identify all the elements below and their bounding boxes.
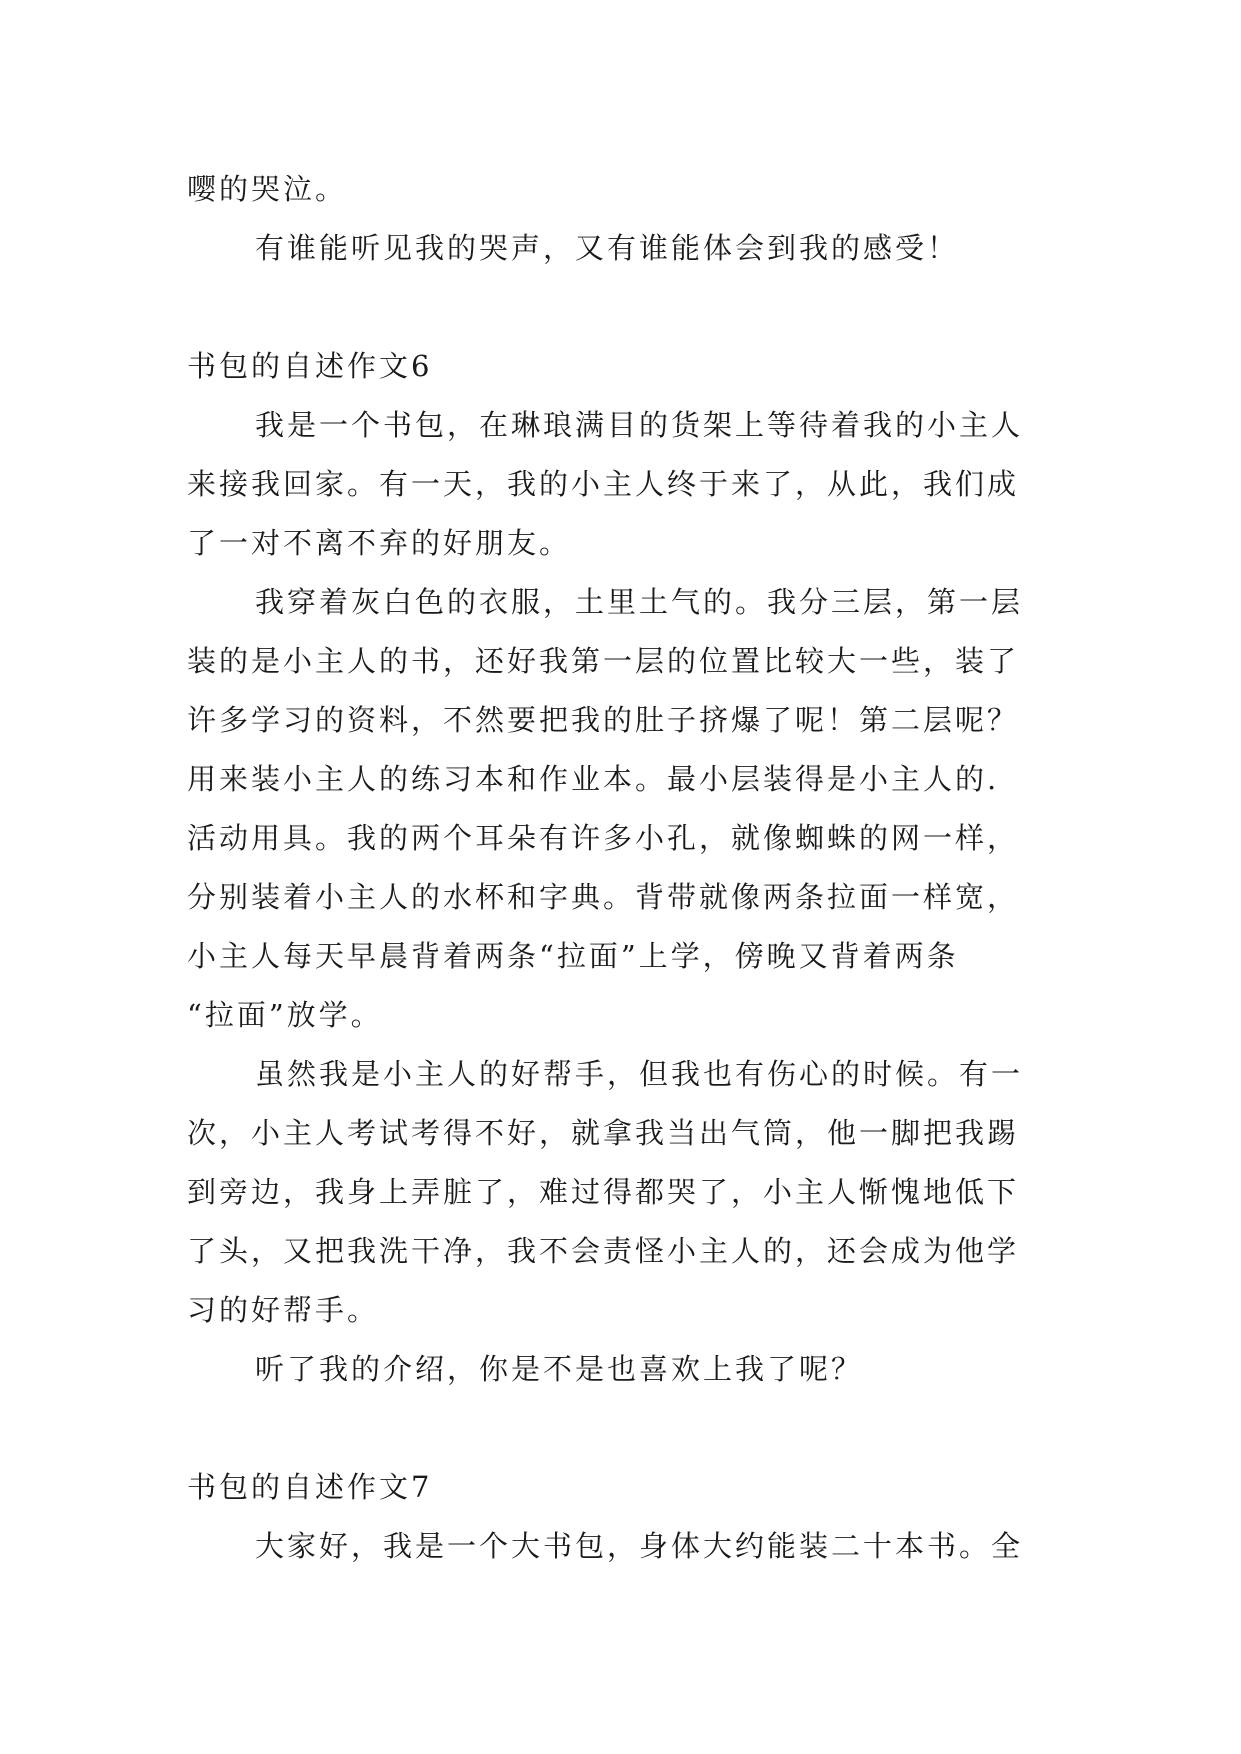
paragraph-line: 虽然我是小主人的好帮手，但我也有伤心的时候。有一: [255, 1057, 1024, 1091]
paragraph-line: 次，小主人考试考得不好，就拿我当出气筒，他一脚把我踢: [187, 1116, 1020, 1150]
paragraph-line: 听了我的介绍，你是不是也喜欢上我了呢？: [255, 1352, 864, 1386]
paragraph-line: 活动用具。我的两个耳朵有许多小孔，就像蜘蛛的网一样，: [187, 821, 1020, 855]
paragraph-line: 习的好帮手。: [187, 1293, 380, 1327]
paragraph-line: 许多学习的资料，不然要把我的肚子挤爆了呢！第二层呢？: [187, 703, 1020, 737]
essay-text: [187, 160, 1057, 1576]
paragraph-line: 来接我回家。有一天，我的小主人终于来了，从此，我们成: [187, 467, 1020, 501]
paragraph-line: 有谁能听见我的哭声，又有谁能体会到我的感受！: [255, 231, 960, 265]
paragraph-line: 分别装着小主人的水杯和字典。背带就像两条拉面一样宽，: [187, 880, 1020, 914]
section-gap: [187, 278, 1057, 337]
paragraph-line: “拉面”放学。: [187, 998, 383, 1032]
paragraph-line: 我穿着灰白色的衣服，土里土气的。我分三层，第一层: [255, 585, 1024, 619]
paragraph-line: 了一对不离不弃的好朋友。: [187, 526, 572, 560]
essay-7-heading: 书包的自述作文7: [187, 1470, 433, 1504]
paragraph-line: 到旁边，我身上弄脏了，难过得都哭了，小主人惭愧地低下: [187, 1175, 1020, 1209]
essay-6-heading: 书包的自述作文6: [187, 349, 433, 383]
paragraph-line: 用来装小主人的练习本和作业本。最小层装得是小主人的.: [187, 762, 1000, 796]
paragraph-line: 嘤的哭泣。: [187, 172, 348, 206]
paragraph-line: 小主人每天早晨背着两条“拉面”上学，傍晚又背着两条: [187, 939, 959, 973]
section-gap: [187, 1399, 1057, 1458]
paragraph-line: 装的是小主人的书，还好我第一层的位置比较大一些，装了: [187, 644, 1020, 678]
paragraph-line: 大家好，我是一个大书包，身体大约能装二十本书。全: [255, 1529, 1024, 1563]
paragraph-line: 了头，又把我洗干净，我不会责怪小主人的，还会成为他学: [187, 1234, 1020, 1268]
paragraph-line: 我是一个书包，在琳琅满目的货架上等待着我的小主人: [255, 408, 1024, 442]
